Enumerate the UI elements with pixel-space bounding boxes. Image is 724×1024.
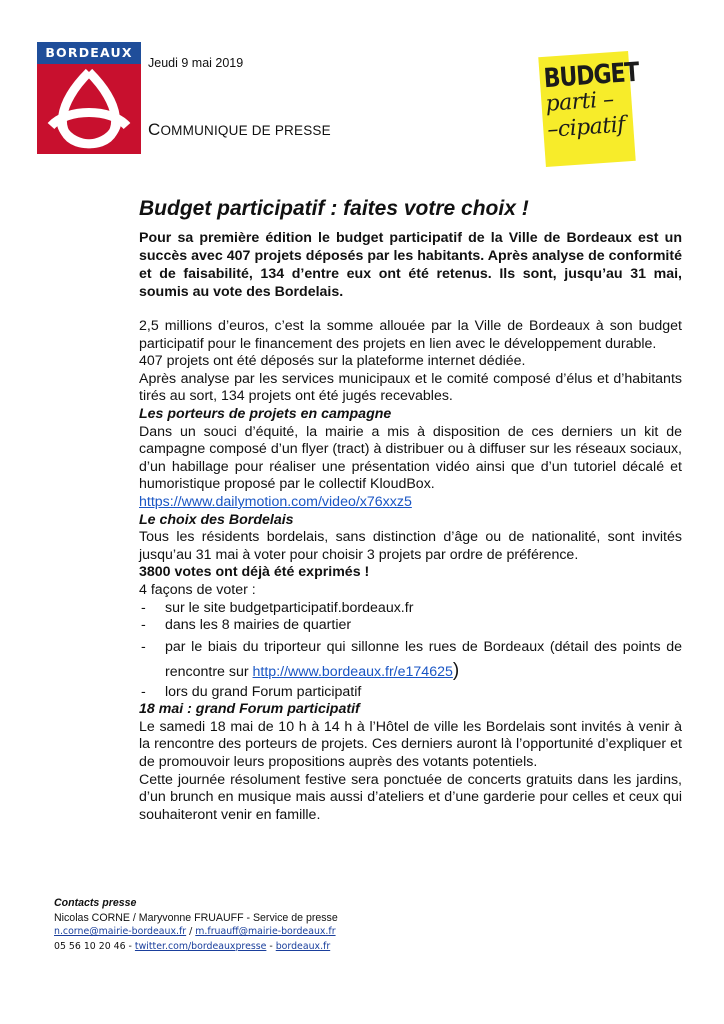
dailymotion-link[interactable]: https://www.dailymotion.com/video/x76xxz5: [139, 493, 412, 510]
link-separator: -: [266, 940, 276, 952]
section-text-campaign: Dans un souci d’équité, la mairie a mis à disposition de ces derniers un kit de campagne composé d’un flyer (tract) à distribuer ou à diffuser sur les réseaux sociaux, d’un habillage pour réaliser une présentation vidéo ainsi que d’un tutoriel décalé et humoristique proposé par le collectif KloudBox.: [139, 423, 682, 493]
article-body: [139, 197, 682, 824]
heading-rest: OMMUNIQUE DE PRESSE: [160, 123, 331, 138]
paragraph-analysis: Après analyse par les services municipaux et le comité composé d’élus et d’habitants tirés au sort, 134 projets ont été jugés recevables.: [139, 370, 682, 405]
list-item-text: par le biais du triporteur qui sillonne les rues de Bordeaux (détail des points de rencontre sur: [165, 638, 682, 680]
paragraph-projects: 407 projets ont été déposés sur la plateforme internet dédiée.: [139, 353, 526, 370]
paragraph-spacer: [139, 301, 682, 318]
twitter-link[interactable]: twitter.com/bordeauxpresse: [134, 940, 267, 952]
article-lead: Pour sa première édition le budget participatif de la Ville de Bordeaux est un succès avec 407 projets déposés par les habitants. Après analyse de conformité et de faisabilité, 134 d’entre eux ont été retenus. Ils sont, jusqu’au 31 mai, soumis au vote des Bordelais.: [139, 230, 682, 300]
section-heading-forum: 18 mai : grand Forum participatif: [139, 701, 360, 718]
list-item-text: dans les 8 mairies de quartier: [165, 617, 352, 634]
logo-budget-line2: parti –: [544, 87, 615, 117]
logo-city-name: BORDEAUX: [37, 42, 141, 64]
section-heading-campaign: Les porteurs de projets en campagne: [139, 405, 392, 422]
triquetra-emblem-icon: [37, 64, 141, 154]
budget-participatif-logo: [538, 51, 640, 167]
article-title: Budget participatif : faites votre choix !: [139, 197, 529, 220]
email-separator: /: [186, 926, 196, 938]
logo-budget-line1: BUDGET: [542, 57, 640, 95]
logo-budget-line3: –cipatif: [546, 112, 626, 143]
list-item-text: lors du grand Forum participatif: [165, 683, 362, 700]
contacts-heading: Contacts presse: [54, 897, 137, 909]
phone-number: 05 56 10 20 46 -: [54, 940, 135, 952]
list-item: [139, 635, 682, 684]
bullet-dash: -: [141, 638, 146, 655]
contacts-names: Nicolas CORNE / Maryvonne FRUAUFF - Service de presse: [54, 911, 338, 924]
section-heading-vote: Le choix des Bordelais: [139, 511, 294, 528]
list-item-text: sur le site budgetparticipatif.bordeaux.fr: [165, 599, 414, 616]
bullet-dash: -: [141, 683, 146, 700]
section-text-forum: Le samedi 18 mai de 10 h à 14 h à l’Hôtel de ville les Bordelais sont invités à venir à la rencontre des porteurs de projets. Ces derniers auront là l’opportunité d’expliquer et de promouvoir leurs propositions auprès des votants potentiels.: [139, 718, 682, 771]
vote-methods-list: [139, 600, 682, 702]
paragraph-budget: 2,5 millions d’euros, c’est la somme allouée par la Ville de Bordeaux à son budget participatif pour le financement des projets en lien avec le développement durable.: [139, 318, 682, 352]
bordeaux-event-link[interactable]: http://www.bordeaux.fr/e174625: [252, 663, 453, 680]
list-item: [139, 684, 682, 702]
vote-methods-intro: 4 façons de voter :: [139, 581, 256, 598]
contacts-emails: [54, 925, 338, 940]
bullet-dash: -: [141, 599, 146, 616]
list-item: [139, 600, 682, 618]
list-item-suffix: ): [452, 659, 460, 681]
votes-highlight: 3800 votes ont déjà été exprimés !: [139, 564, 370, 581]
contacts-phone-links: [54, 940, 338, 955]
press-contacts: [54, 896, 338, 954]
bullet-dash: -: [141, 617, 146, 634]
bordeaux-city-logo: [37, 42, 141, 154]
website-link[interactable]: bordeaux.fr: [275, 940, 331, 952]
press-release-date: Jeudi 9 mai 2019: [148, 56, 244, 70]
document-type-heading: [148, 120, 331, 140]
email-link-corne[interactable]: n.corne@mairie-bordeaux.fr: [54, 926, 187, 938]
section-text-festive: Cette journée résolument festive sera ponctuée de concerts gratuits dans les jardins, d’un brunch en musique mais aussi d’ateliers et d’une garderie pour celles et ceux qui souhaiteront venir en famille.: [139, 771, 682, 823]
list-item: [139, 617, 682, 635]
section-text-vote: Tous les résidents bordelais, sans distinction d’âge ou de nationalité, sont invités jusqu’au 31 mai à voter pour choisir 3 projets par ordre de préférence.: [139, 529, 682, 563]
email-link-fruauff[interactable]: m.fruauff@mairie-bordeaux.fr: [195, 926, 336, 938]
heading-initial: C: [148, 120, 161, 139]
